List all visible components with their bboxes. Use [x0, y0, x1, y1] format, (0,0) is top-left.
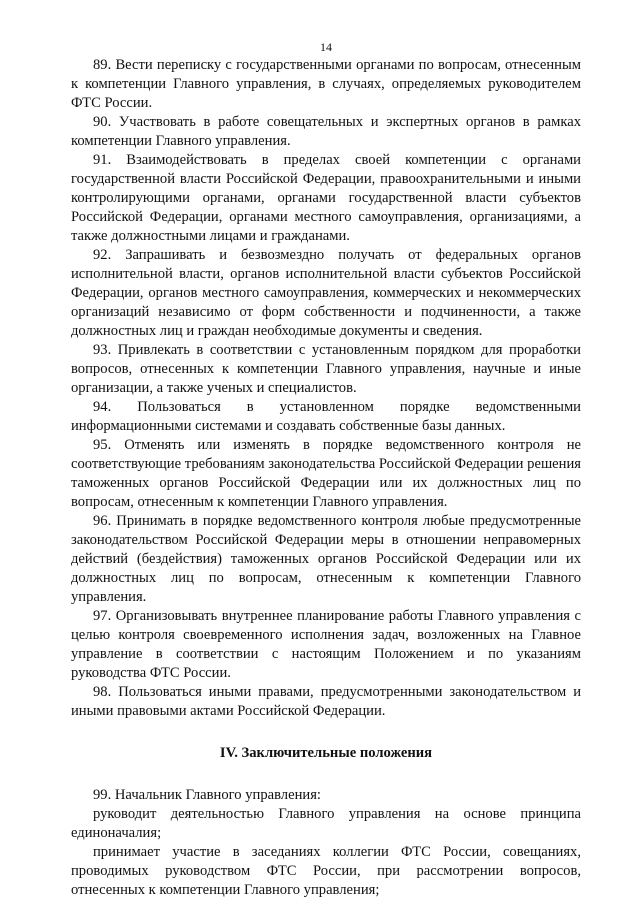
paragraph-92: 92. Запрашивать и безвозмездно получать от федеральных органов исполнительной власти, органов исполнительной власти субъектов Российской Федерации, органов местного самоуправления, коммерческих и некоммерческих организаций независимо от форм собственности и подчиненности, а также должностных лиц и граждан необходимые документы и сведения. [71, 247, 581, 339]
paragraph-93: 93. Привлекать в соответствии с установленным порядком для проработки вопросов, отнесенных к компетенции Главного управления, научные и иные организации, а также ученых и специалистов. [71, 342, 581, 396]
paragraph-99-item-1: руководит деятельностью Главного управления на основе принципа единоначалия; [71, 806, 581, 841]
paragraph-97: 97. Организовывать внутреннее планирование работы Главного управления с целью контроля своевременного исполнения задач, возложенных на Главное управление в соответствии с настоящим Положением и по указаниям руководства ФТС России. [71, 608, 581, 681]
paragraph-89: 89. Вести переписку с государственными органами по вопросам, отнесенным к компетенции Главного управления, в случаях, определяемых руководителем ФТС России. [71, 57, 581, 111]
page-number: 14 [320, 40, 332, 54]
paragraph-99: 99. Начальник Главного управления: [93, 787, 321, 803]
section-title: IV. Заключительные положения [219, 745, 433, 761]
paragraph-95: 95. Отменять или изменять в порядке ведомственного контроля не соответствующие требованиям законодательства Российской Федерации решения таможенных органов Российской Федерации или их должностных лиц по вопросам, отнесенным к компетенции Главного управления. [71, 437, 581, 510]
paragraph-98: 98. Пользоваться иными правами, предусмотренными законодательством и иными правовыми актами Российской Федерации. [71, 684, 581, 719]
paragraph-99-item-2: принимает участие в заседаниях коллегии ФТС России, совещаниях, проводимых руководством ФТС России, при рассмотрении вопросов, отнесенных к компетенции Главного управления; [71, 844, 581, 898]
paragraph-94: 94. Пользоваться в установленном порядке ведомственными информационными системами и создавать собственные базы данных. [71, 399, 581, 434]
document-page [71, 40, 581, 898]
paragraph-96: 96. Принимать в порядке ведомственного контроля любые предусмотренные законодательством Российской Федерации меры в отношении неправомерных действий (бездействия) таможенных органов Российской Федерации или их должностных лиц по вопросам, отнесенным к компетенции Главного управления. [71, 513, 581, 605]
paragraph-91: 91. Взаимодействовать в пределах своей компетенции с органами государственной власти Российской Федерации, правоохранительными и иными контролирующими органами, органами государственной власти субъектов Российской Федерации, органами местного самоуправления, организациями, а также должностными лицами и гражданами. [71, 152, 581, 244]
paragraph-90: 90. Участвовать в работе совещательных и экспертных органов в рамках компетенции Главного управления. [71, 114, 581, 149]
